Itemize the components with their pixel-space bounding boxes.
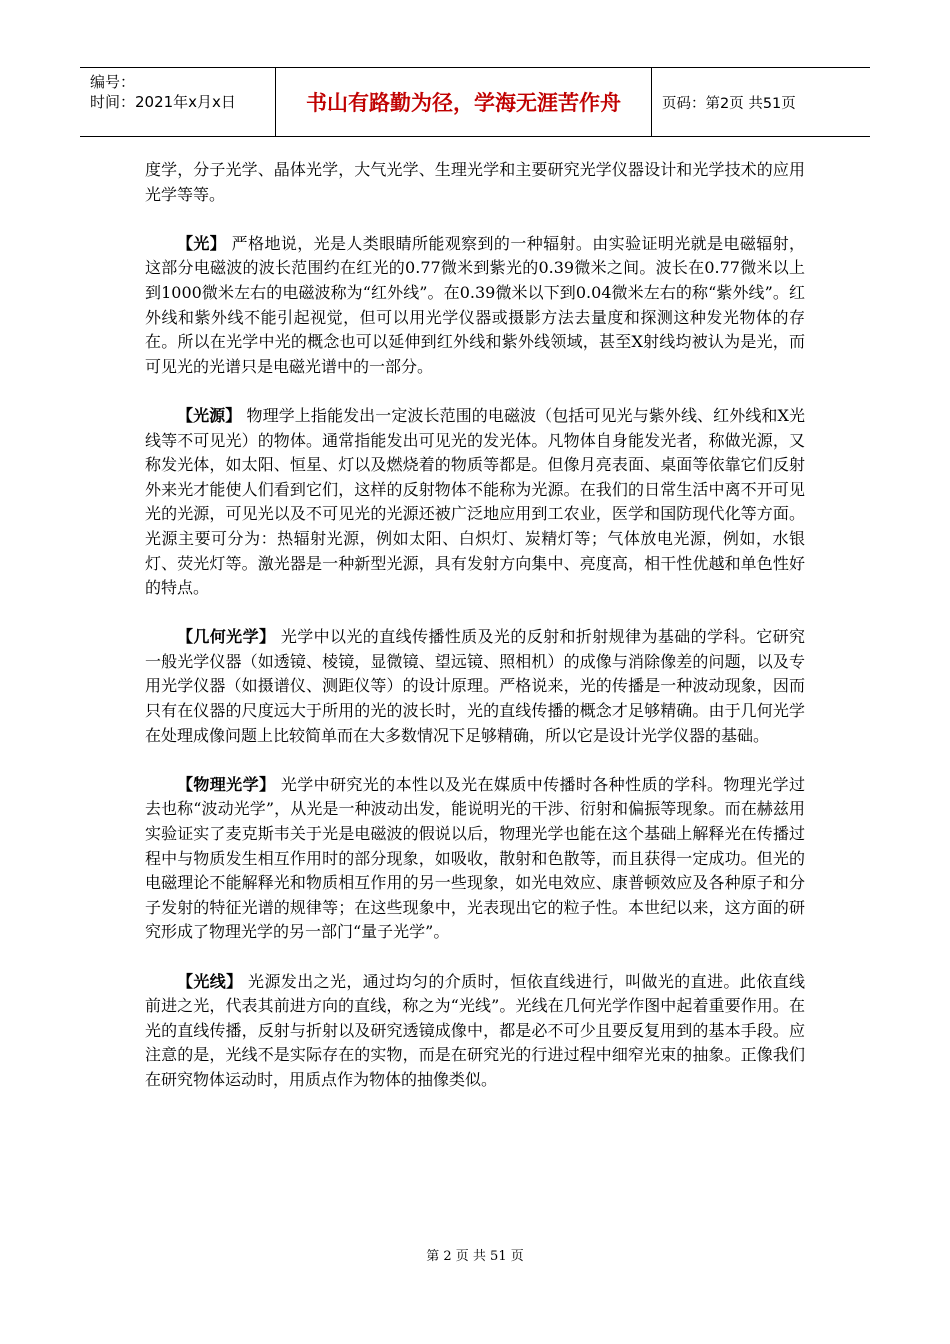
- page-footer: 第 2 页 共 51 页: [426, 1249, 524, 1264]
- paragraph-text: 严格地说，光是人类眼睛所能观察到的一种辐射。由实验证明光就是电磁辐射，这部分电磁波的波长范围约在红光的0.77微米到紫光的0.39微米之间。波长在0.77微米以上到1000微米左右的电磁波称为“红外线”。在0.39微米以下到0.04微米左右的称“紫外线”。红外线和紫外线不能引起视觉，但可以用光学仪器或摄影方法去量度和探测这种发光物体的存在。所以在光学中光的概念也可以延伸到红外线和紫外线领域，甚至X射线均被认为是光，而可见光的光谱只是电磁光谱中的一部分。: [145, 233, 805, 376]
- time-label: 时间：2021年x月x日: [90, 93, 236, 111]
- header-page-info: 页码：第2页 共51页: [662, 95, 796, 112]
- paragraph-light-source: [145, 404, 805, 601]
- paragraph-light-ray: [145, 970, 805, 1093]
- paragraph-text: 光学中以光的直线传播性质及光的反射和折射规律为基础的学科。它研究一般光学仪器（如透镜、棱镜，显微镜、望远镜、照相机）的成像与消除像差的问题，以及专用光学仪器（如摄谱仪、测距仪等）的设计原理。严格说来，光的传播是一种波动现象，因而只有在仪器的尺度远大于所用的光的波长时，光的直线传播的概念才足够精确。由于几何光学在处理成像问题上比较简单而在大多数情况下足够精确，所以它是设计光学仪器的基础。: [145, 627, 805, 745]
- paragraph-text: 物理学上指能发出一定波长范围的电磁波（包括可见光与紫外线、红外线和X光线等不可见光）的物体。通常指能发出可见光的发光体。凡物体自身能发光者，称做光源，又称发光体，如太阳、恒星、灯以及燃烧着的物质等都是。但像月亮表面、桌面等依靠它们反射外来光才能使人们看到它们，这样的反射物体不能称为光源。在我们的日常生活中离不开可见光的光源，可见光以及不可见光的光源还被广泛地应用到工农业，医学和国防现代化等方面。光源主要可分为：热辐射光源，例如太阳、白炽灯、炭精灯等；气体放电光源，例如，水银灯、荧光灯等。激光器是一种新型光源，具有发射方向集中、亮度高，相干性优越和单色性好的特点。: [145, 405, 805, 598]
- page-header: [80, 67, 870, 137]
- paragraph-text: 度学，分子光学、晶体光学，大气光学、生理光学和主要研究光学仪器设计和光学技术的应用光学等等。: [145, 160, 805, 204]
- term-heading: 【光源】: [177, 405, 242, 425]
- paragraph-light: [145, 232, 805, 380]
- header-motto: 书山有路勤为径，学海无涯苦作舟: [276, 68, 652, 136]
- code-label: 编号：: [90, 73, 136, 91]
- header-meta: [80, 68, 276, 136]
- paragraph-continuation: [145, 158, 805, 207]
- paragraph-text: 光源发出之光，通过均匀的介质时，恒依直线进行，叫做光的直进。此依直线前进之光，代表其前进方向的直线，称之为“光线”。光线在几何光学作图中起着重要作用。在光的直线传播，反射与折射以及研究透镜成像中，都是必不可少且要反复用到的基本手段。应注意的是，光线不是实际存在的实物，而是在研究光的行进过程中细窄光束的抽象。正像我们在研究物体运动时，用质点作为物体的抽像类似。: [145, 971, 805, 1089]
- paragraph-geometric-optics: [145, 625, 805, 748]
- term-heading: 【光线】: [177, 971, 243, 991]
- paragraph-physical-optics: [145, 773, 805, 945]
- term-heading: 【光】: [177, 233, 227, 253]
- document-body: [145, 158, 805, 1117]
- paragraph-text: 光学中研究光的本性以及光在媒质中传播时各种性质的学科。物理光学过去也称“波动光学”，从光是一种波动出发，能说明光的干涉、衍射和偏振等现象。而在赫兹用实验证实了麦克斯韦关于光是电磁波的假说以后，物理光学也能在这个基础上解释光在传播过程中与物质发生相互作用时的部分现象，如吸收，散射和色散等，而且获得一定成功。但光的电磁理论不能解释光和物质相互作用的另一些现象，如光电效应、康普顿效应及各种原子和分子发射的特征光谱的规律等；在这些现象中，光表现出它的粒子性。本世纪以来，这方面的研究形成了物理光学的另一部门“量子光学”。: [145, 774, 805, 942]
- term-heading: 【物理光学】: [177, 774, 276, 794]
- term-heading: 【几何光学】: [177, 627, 276, 647]
